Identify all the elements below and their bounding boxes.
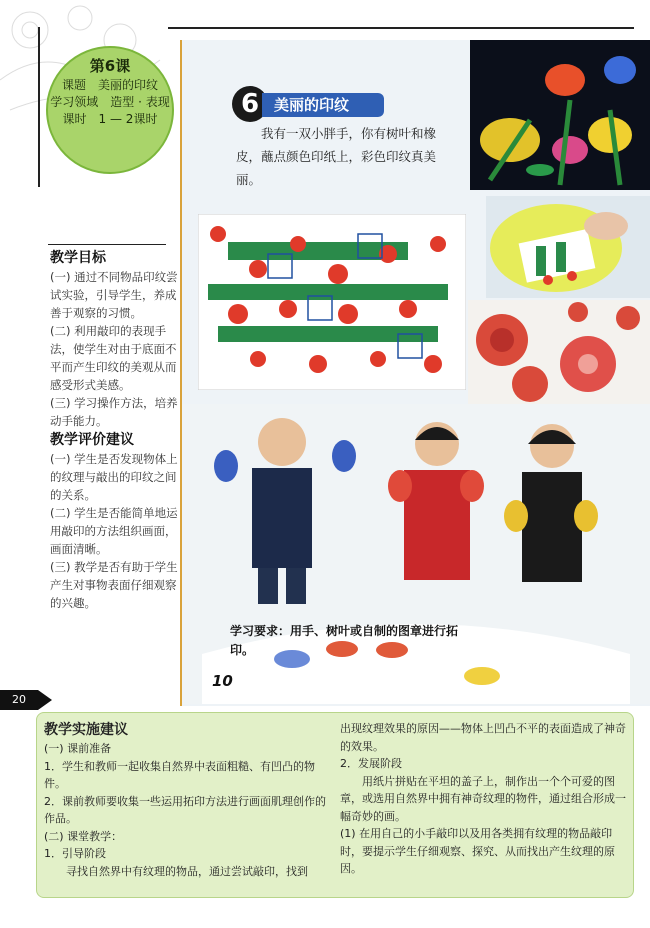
implementation-line: 出现纹理效果的原因——物体上凹凸不平的表面造成了神奇的效果。 <box>340 722 626 753</box>
left-rule <box>38 27 40 187</box>
goal-item: (三) 学习操作方法，培养动手能力。 <box>50 396 178 428</box>
topic-label: 课题 美丽的印纹 <box>61 78 158 92</box>
implementation-line: 1．引导阶段 <box>44 847 106 860</box>
field-label: 学习领域 造型 · 表现 <box>50 95 170 109</box>
sidebar <box>50 248 178 612</box>
implementation-line: 2．发展阶段 <box>340 757 402 770</box>
lesson-poem: 我有一双小胖手，你有树叶和橡皮，蘸点颜色印纸上，彩色印纹真美丽。 <box>236 126 437 187</box>
eval-item: (一) 学生是否发现物体上的纹理与敲出的印纹之间的关系。 <box>50 452 178 502</box>
stamp-print-artwork <box>198 214 466 390</box>
stamping-photo <box>486 196 650 298</box>
page-number-tab: 20 <box>0 690 38 710</box>
eval-item: (二) 学生是否能简单地运用敲印的方法组织画面，画面清晰。 <box>50 506 178 556</box>
lesson-title: 美丽的印纹 <box>262 93 384 117</box>
hours-label: 课时 1 — 2课时 <box>62 112 158 126</box>
stamps-photo <box>468 300 650 404</box>
implementation-line: 用纸片拼贴在平坦的盖子上，制作出一个个可爱的图章，或选用自然界中拥有神奇纹理的物件，通过组合形成一幅奇妙的画。 <box>340 774 626 823</box>
goals-heading: 教学目标 <box>50 250 106 266</box>
implementation-heading: 教学实施建议 <box>44 722 128 738</box>
lesson-badge <box>46 46 174 174</box>
implementation-line: (二) 课堂教学： <box>44 829 123 843</box>
lesson-label: 第6课 <box>89 57 131 75</box>
goal-item: (一) 通过不同物品印纹尝试实验，引导学生，养成善于观察的习惯。 <box>50 270 178 320</box>
eval-item: (三) 教学是否有助于学生产生对事物表面仔细观察的兴趣。 <box>50 560 178 610</box>
lesson-number: 6 <box>232 86 268 122</box>
sidebar-rule <box>48 244 166 245</box>
eval-heading: 教学评价建议 <box>50 432 134 448</box>
implementation-line: 1．学生和教师一起收集自然界中表面粗糙、有凹凸的物件。 <box>44 759 315 790</box>
implementation-line: 寻找自然界中有纹理的物品，通过尝试敲印，找到 <box>66 864 308 878</box>
implementation-line: (一) 课前准备 <box>44 742 112 755</box>
implementation-left-column <box>44 720 330 880</box>
top-rule <box>168 27 634 29</box>
goal-item: (二) 利用敲印的表现手法，使学生对由于底面不平而产生印纹的美观从而感受形式美感。 <box>50 324 177 392</box>
flower-print-artwork <box>470 40 650 190</box>
implementation-line: (1) 在用自己的小手敲印以及用各类拥有纹理的物品敲印时，要提示学生仔细观察、探究、从而找出产生纹理的原因。 <box>340 827 615 875</box>
inner-page-number: 10 <box>212 672 233 690</box>
implementation-right-column <box>340 720 626 878</box>
learning-requirement: 学习要求：用手、树叶或自制的图章进行拓印。 <box>230 624 459 657</box>
implementation-line: 2．课前教师要收集一些运用拓印方法进行画面肌理创作的作品。 <box>44 794 326 825</box>
page-tab-arrow <box>38 690 52 710</box>
